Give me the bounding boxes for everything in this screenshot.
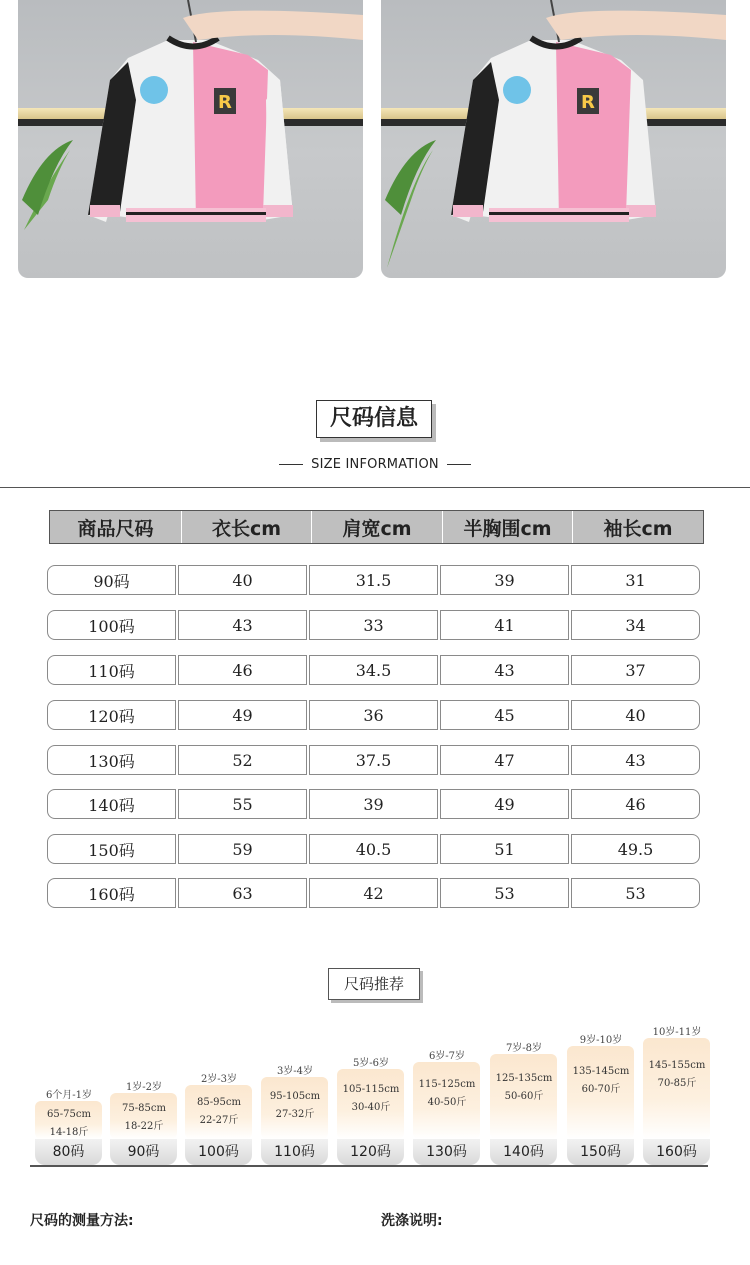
height-range: 115-125cm xyxy=(418,1079,476,1090)
table-cell: 31.5 xyxy=(309,565,438,595)
table-row xyxy=(47,565,700,595)
age-range: 1岁-2岁 xyxy=(125,1082,163,1093)
height-range: 145-155cm xyxy=(648,1060,706,1071)
table-cell: 36 xyxy=(309,700,438,730)
table-cell: 43 xyxy=(440,655,569,685)
table-cell: 41 xyxy=(440,610,569,640)
svg-text:R: R xyxy=(218,92,232,113)
age-range: 7岁-8岁 xyxy=(505,1043,543,1054)
recommend-baseline xyxy=(30,1165,708,1167)
table-cell: 47 xyxy=(440,745,569,775)
weight-range: 50-60斤 xyxy=(504,1091,544,1102)
weight-range: 40-50斤 xyxy=(427,1097,467,1108)
size-label: 110码 xyxy=(261,1139,328,1165)
table-cell: 130码 xyxy=(47,745,176,775)
header-length: 衣长cm xyxy=(182,511,312,543)
table-cell: 39 xyxy=(440,565,569,595)
measure-method-label: 尺码的测量方法: xyxy=(30,1213,134,1229)
header-sleeve: 袖长cm xyxy=(573,511,703,543)
table-row xyxy=(47,700,700,730)
height-range: 135-145cm xyxy=(572,1066,630,1077)
size-label: 120码 xyxy=(337,1139,404,1165)
recommend-bar xyxy=(110,1093,177,1139)
wash-instructions-label: 洗涤说明: xyxy=(381,1213,443,1229)
table-cell: 37 xyxy=(571,655,700,685)
table-cell: 45 xyxy=(440,700,569,730)
table-row xyxy=(47,878,700,908)
table-cell: 49 xyxy=(440,789,569,819)
table-cell: 40.5 xyxy=(309,834,438,864)
height-range: 105-115cm xyxy=(342,1084,400,1095)
weight-range: 27-32斤 xyxy=(275,1109,315,1120)
table-cell: 160码 xyxy=(47,878,176,908)
table-cell: 37.5 xyxy=(309,745,438,775)
table-cell: 46 xyxy=(178,655,307,685)
table-cell: 46 xyxy=(571,789,700,819)
table-cell: 53 xyxy=(571,878,700,908)
age-range: 6岁-7岁 xyxy=(428,1051,466,1062)
table-cell: 43 xyxy=(571,745,700,775)
size-label: 80码 xyxy=(35,1139,102,1165)
table-cell: 150码 xyxy=(47,834,176,864)
table-cell: 63 xyxy=(178,878,307,908)
subtitle-text: SIZE INFORMATION xyxy=(311,457,439,472)
divider xyxy=(0,487,750,488)
table-row xyxy=(47,655,700,685)
age-range: 3岁-4岁 xyxy=(276,1066,314,1077)
product-photo-right xyxy=(381,0,726,278)
size-section-subtitle xyxy=(0,457,750,472)
svg-text:R: R xyxy=(581,92,595,113)
table-row xyxy=(47,745,700,775)
size-label: 100码 xyxy=(185,1139,252,1165)
table-cell: 140码 xyxy=(47,789,176,819)
table-cell: 53 xyxy=(440,878,569,908)
table-row xyxy=(47,834,700,864)
table-cell: 49 xyxy=(178,700,307,730)
height-range: 65-75cm xyxy=(47,1109,91,1120)
table-cell: 40 xyxy=(571,700,700,730)
age-range: 9岁-10岁 xyxy=(579,1035,623,1046)
weight-range: 18-22斤 xyxy=(124,1121,164,1132)
header-size: 商品尺码 xyxy=(50,511,182,543)
table-cell: 55 xyxy=(178,789,307,819)
table-cell: 42 xyxy=(309,878,438,908)
table-cell: 40 xyxy=(178,565,307,595)
height-range: 95-105cm xyxy=(269,1091,321,1102)
size-label: 150码 xyxy=(567,1139,634,1165)
size-label: 140码 xyxy=(490,1139,557,1165)
header-shoulder: 肩宽cm xyxy=(312,511,443,543)
jacket-image xyxy=(381,0,726,278)
size-section-title: 尺码信息 xyxy=(316,400,432,438)
table-row xyxy=(47,789,700,819)
weight-range: 60-70斤 xyxy=(581,1084,621,1095)
table-cell: 31 xyxy=(571,565,700,595)
table-cell: 34 xyxy=(571,610,700,640)
recommend-title: 尺码推荐 xyxy=(328,968,420,1000)
size-label: 160码 xyxy=(643,1139,710,1165)
product-photo-left xyxy=(18,0,363,278)
weight-range: 14-18斤 xyxy=(49,1127,89,1138)
jacket-image xyxy=(18,0,363,278)
table-cell: 49.5 xyxy=(571,834,700,864)
height-range: 125-135cm xyxy=(495,1073,553,1084)
table-cell: 90码 xyxy=(47,565,176,595)
table-cell: 39 xyxy=(309,789,438,819)
table-cell: 51 xyxy=(440,834,569,864)
age-range: 2岁-3岁 xyxy=(200,1074,238,1085)
table-cell: 100码 xyxy=(47,610,176,640)
table-row xyxy=(47,610,700,640)
age-range: 5岁-6岁 xyxy=(352,1058,390,1069)
age-range: 10岁-11岁 xyxy=(652,1027,702,1038)
table-cell: 52 xyxy=(178,745,307,775)
weight-range: 22-27斤 xyxy=(199,1115,239,1126)
size-label: 130码 xyxy=(413,1139,480,1165)
weight-range: 70-85斤 xyxy=(657,1078,697,1089)
header-chest: 半胸围cm xyxy=(443,511,573,543)
table-cell: 120码 xyxy=(47,700,176,730)
weight-range: 30-40斤 xyxy=(351,1102,391,1113)
table-cell: 110码 xyxy=(47,655,176,685)
table-cell: 59 xyxy=(178,834,307,864)
age-range: 6个月-1岁 xyxy=(45,1090,93,1101)
height-range: 75-85cm xyxy=(122,1103,166,1114)
table-cell: 34.5 xyxy=(309,655,438,685)
height-range: 85-95cm xyxy=(197,1097,241,1108)
table-cell: 33 xyxy=(309,610,438,640)
table-cell: 43 xyxy=(178,610,307,640)
size-label: 90码 xyxy=(110,1139,177,1165)
size-table-header xyxy=(49,510,704,544)
